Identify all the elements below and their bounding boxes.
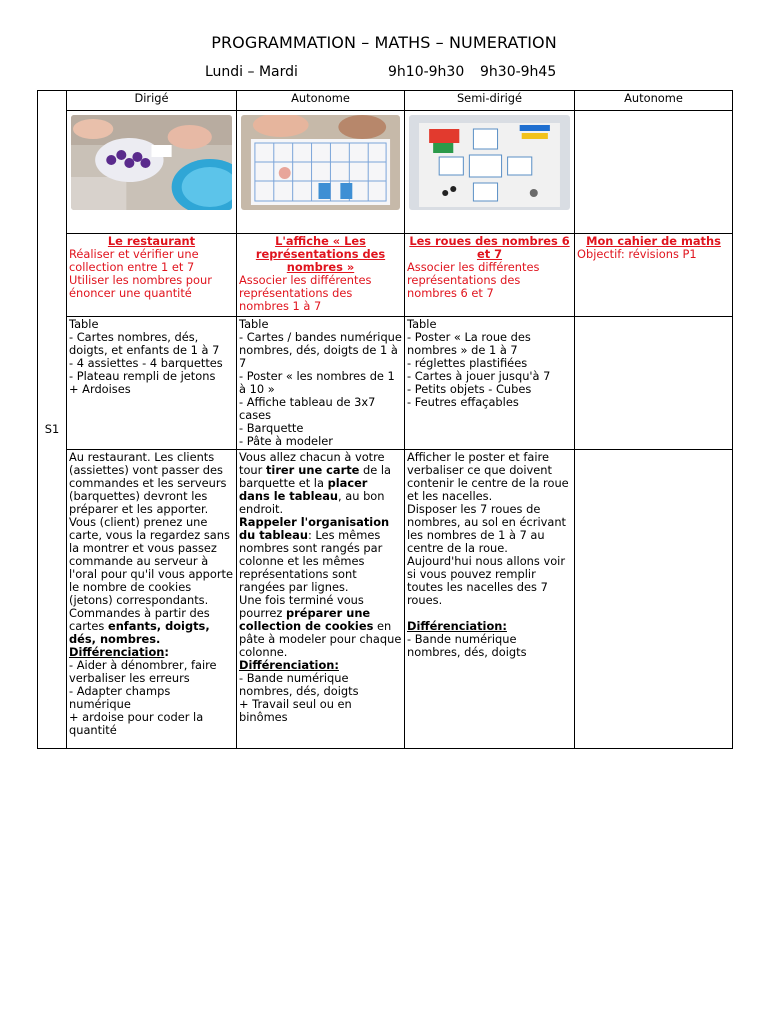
- column-header-4: Autonome: [575, 91, 733, 111]
- photo-cell-3: [405, 111, 575, 234]
- materials-cell-4: [575, 317, 733, 450]
- material-2-1: - Cartes / bandes numérique nombres, dés, doigts de 1 à 7: [239, 330, 402, 370]
- diff-2-1: + Travail seul ou en binômes: [239, 697, 352, 724]
- material-3-1: - Poster « La roue des nombres » de 1 à 7: [407, 330, 531, 357]
- steps-3-fill: Aujourd'hui nous allons voir si vous pouvez remplir toutes les nacelles des 7 roues.: [407, 554, 566, 607]
- material-2-5: - Pâte à modeler: [239, 434, 333, 448]
- activity-title-3: Les roues des nombres 6 et 7: [409, 234, 570, 261]
- steps-2-a1: Vous allez chacun à votre tour: [239, 450, 385, 477]
- steps-2-c1: Une fois terminé vous pourrez: [239, 593, 364, 620]
- steps-2-organize: [239, 516, 402, 594]
- material-3-3: - Cartes à jouer jusqu'à 7: [407, 369, 551, 383]
- material-1-4: + Ardoises: [69, 382, 131, 396]
- photo-cell-1: [67, 111, 237, 234]
- days-label: Lundi – Mardi: [205, 64, 298, 80]
- column-header-3: Semi-dirigé: [405, 91, 575, 111]
- materials-cell-2: [237, 317, 405, 450]
- steps-2-b1: Rappeler l'organisation du tableau: [239, 515, 390, 542]
- week-header-cell: [38, 91, 67, 111]
- number-wheel-photo: [409, 115, 570, 210]
- steps-2-draw: [239, 451, 402, 516]
- activity-title-1: Le restaurant: [107, 234, 196, 248]
- steps-cell-1: [67, 450, 237, 749]
- diff-3-label: Différenciation:: [407, 619, 507, 633]
- steps-1-cards: [69, 607, 234, 646]
- steps-cell-2: [237, 450, 405, 749]
- steps-3-poster: Afficher le poster et faire verbaliser ce que doivent contenir le centre de la roue et les nacelles.: [407, 450, 569, 503]
- week-label: S1: [44, 421, 60, 436]
- steps-2-c3: en pâte à modeler pour chaque colonne.: [239, 619, 402, 659]
- week-cell: [38, 111, 67, 749]
- objective-1b: Utiliser les nombres pour énoncer une quantité: [69, 273, 212, 300]
- schedule-table: [37, 90, 733, 749]
- steps-2-cookies: [239, 594, 402, 659]
- diff-1-colon: :: [164, 645, 169, 659]
- diff-3-0: - Bande numérique nombres, dés, doigts: [407, 632, 527, 659]
- steps-row: [38, 450, 733, 749]
- steps-2-a2: tirer une carte: [265, 463, 360, 477]
- steps-2-b2: : Les mêmes nombres sont rangés par colonne et les mêmes représentations sont rangées par lignes.: [239, 528, 383, 594]
- photo-cell-4: [575, 111, 733, 234]
- poster-photo: [241, 115, 400, 210]
- header-row: [38, 91, 733, 111]
- steps-2-a4: placer dans le tableau: [239, 476, 368, 503]
- diff-2-label: Différenciation:: [239, 658, 339, 672]
- material-2-0: Table: [239, 317, 269, 331]
- diff-2-0: - Bande numérique nombres, dés, doigts: [239, 671, 359, 698]
- diff-1-0: - Aider à dénombrer, faire verbaliser les erreurs: [69, 658, 217, 685]
- material-2-2: - Poster « les nombres de 1 à 10 »: [239, 369, 395, 396]
- activity-cell-2: [237, 234, 405, 317]
- material-3-2: - réglettes plastifiées: [407, 356, 528, 370]
- page-title: PROGRAMMATION – MATHS – NUMERATION: [211, 33, 557, 52]
- material-1-2: - 4 assiettes - 4 barquettes: [69, 356, 223, 370]
- material-3-0: Table: [407, 317, 437, 331]
- steps-1-order: Vous (client) prenez une carte, vous la regardez sans la montrer et vous passez commande au serveur à l'oral pour qu'il vous apporte le nombre de cookies (jetons) correspondants.: [69, 515, 234, 607]
- materials-cell-3: [405, 317, 575, 450]
- objective-2a: Associer les différentes représentations des nombres 1 à 7: [239, 273, 372, 313]
- materials-cell-1: [67, 317, 237, 450]
- objective-1a: Réaliser et vérifier une collection entre 1 et 7: [69, 247, 199, 274]
- material-3-4: - Petits objets - Cubes: [407, 382, 532, 396]
- objective-4a: Objectif: révisions P1: [577, 247, 697, 261]
- diff-1-1: - Adapter champs numérique: [69, 684, 171, 711]
- time-slot-2: 9h30-9h45: [480, 64, 557, 80]
- material-1-0: Table: [69, 317, 99, 331]
- material-3-5: - Feutres effaçables: [407, 395, 519, 409]
- steps-2-c2: préparer une collection de cookies: [239, 606, 374, 633]
- diff-1-2: + ardoise pour coder la quantité: [69, 710, 204, 737]
- activity-cell-3: [405, 234, 575, 317]
- restaurant-photo: [71, 115, 232, 210]
- column-header-2: Autonome: [237, 91, 405, 111]
- diff-1-label: Différenciation: [69, 645, 165, 659]
- steps-cell-4: [575, 450, 733, 749]
- steps-2-a3: de la barquette et la: [239, 463, 392, 490]
- activity-title-4: Mon cahier de maths: [586, 234, 721, 248]
- material-1-3: - Plateau rempli de jetons: [69, 369, 216, 383]
- time-slot-1: 9h10-9h30: [388, 64, 465, 80]
- objective-row: [38, 234, 733, 317]
- material-2-3: - Affiche tableau de 3x7 cases: [239, 395, 376, 422]
- steps-3-wheels: Disposer les 7 roues de nombres, au sol en écrivant les nombres de 1 à 7 au centre de la roue.: [407, 502, 567, 555]
- materials-row: [38, 317, 733, 450]
- objective-3a: Associer les différentes représentations des nombres 6 et 7: [407, 260, 540, 300]
- steps-1-cards-text: Commandes à partir des cartes: [69, 606, 210, 633]
- steps-2-a5: , au bon endroit.: [239, 489, 385, 516]
- column-header-1: Dirigé: [67, 91, 237, 111]
- steps-cell-3: [405, 450, 575, 749]
- steps-1-cards-bold: enfants, doigts, dés, nombres.: [69, 619, 210, 646]
- material-1-1: - Cartes nombres, dés, doigts, et enfants de 1 à 7: [69, 330, 220, 357]
- activity-title-2: L'affiche « Les représentations des nombres »: [255, 234, 386, 274]
- activity-cell-4: [575, 234, 733, 317]
- photo-cell-2: [237, 111, 405, 234]
- photo-row: [38, 111, 733, 234]
- activity-cell-1: [67, 234, 237, 317]
- material-2-4: - Barquette: [239, 421, 304, 435]
- steps-1-intro: Au restaurant. Les clients (assiettes) vont passer des commandes et les serveurs (barquettes) devront les préparer et les apporter.: [69, 450, 227, 516]
